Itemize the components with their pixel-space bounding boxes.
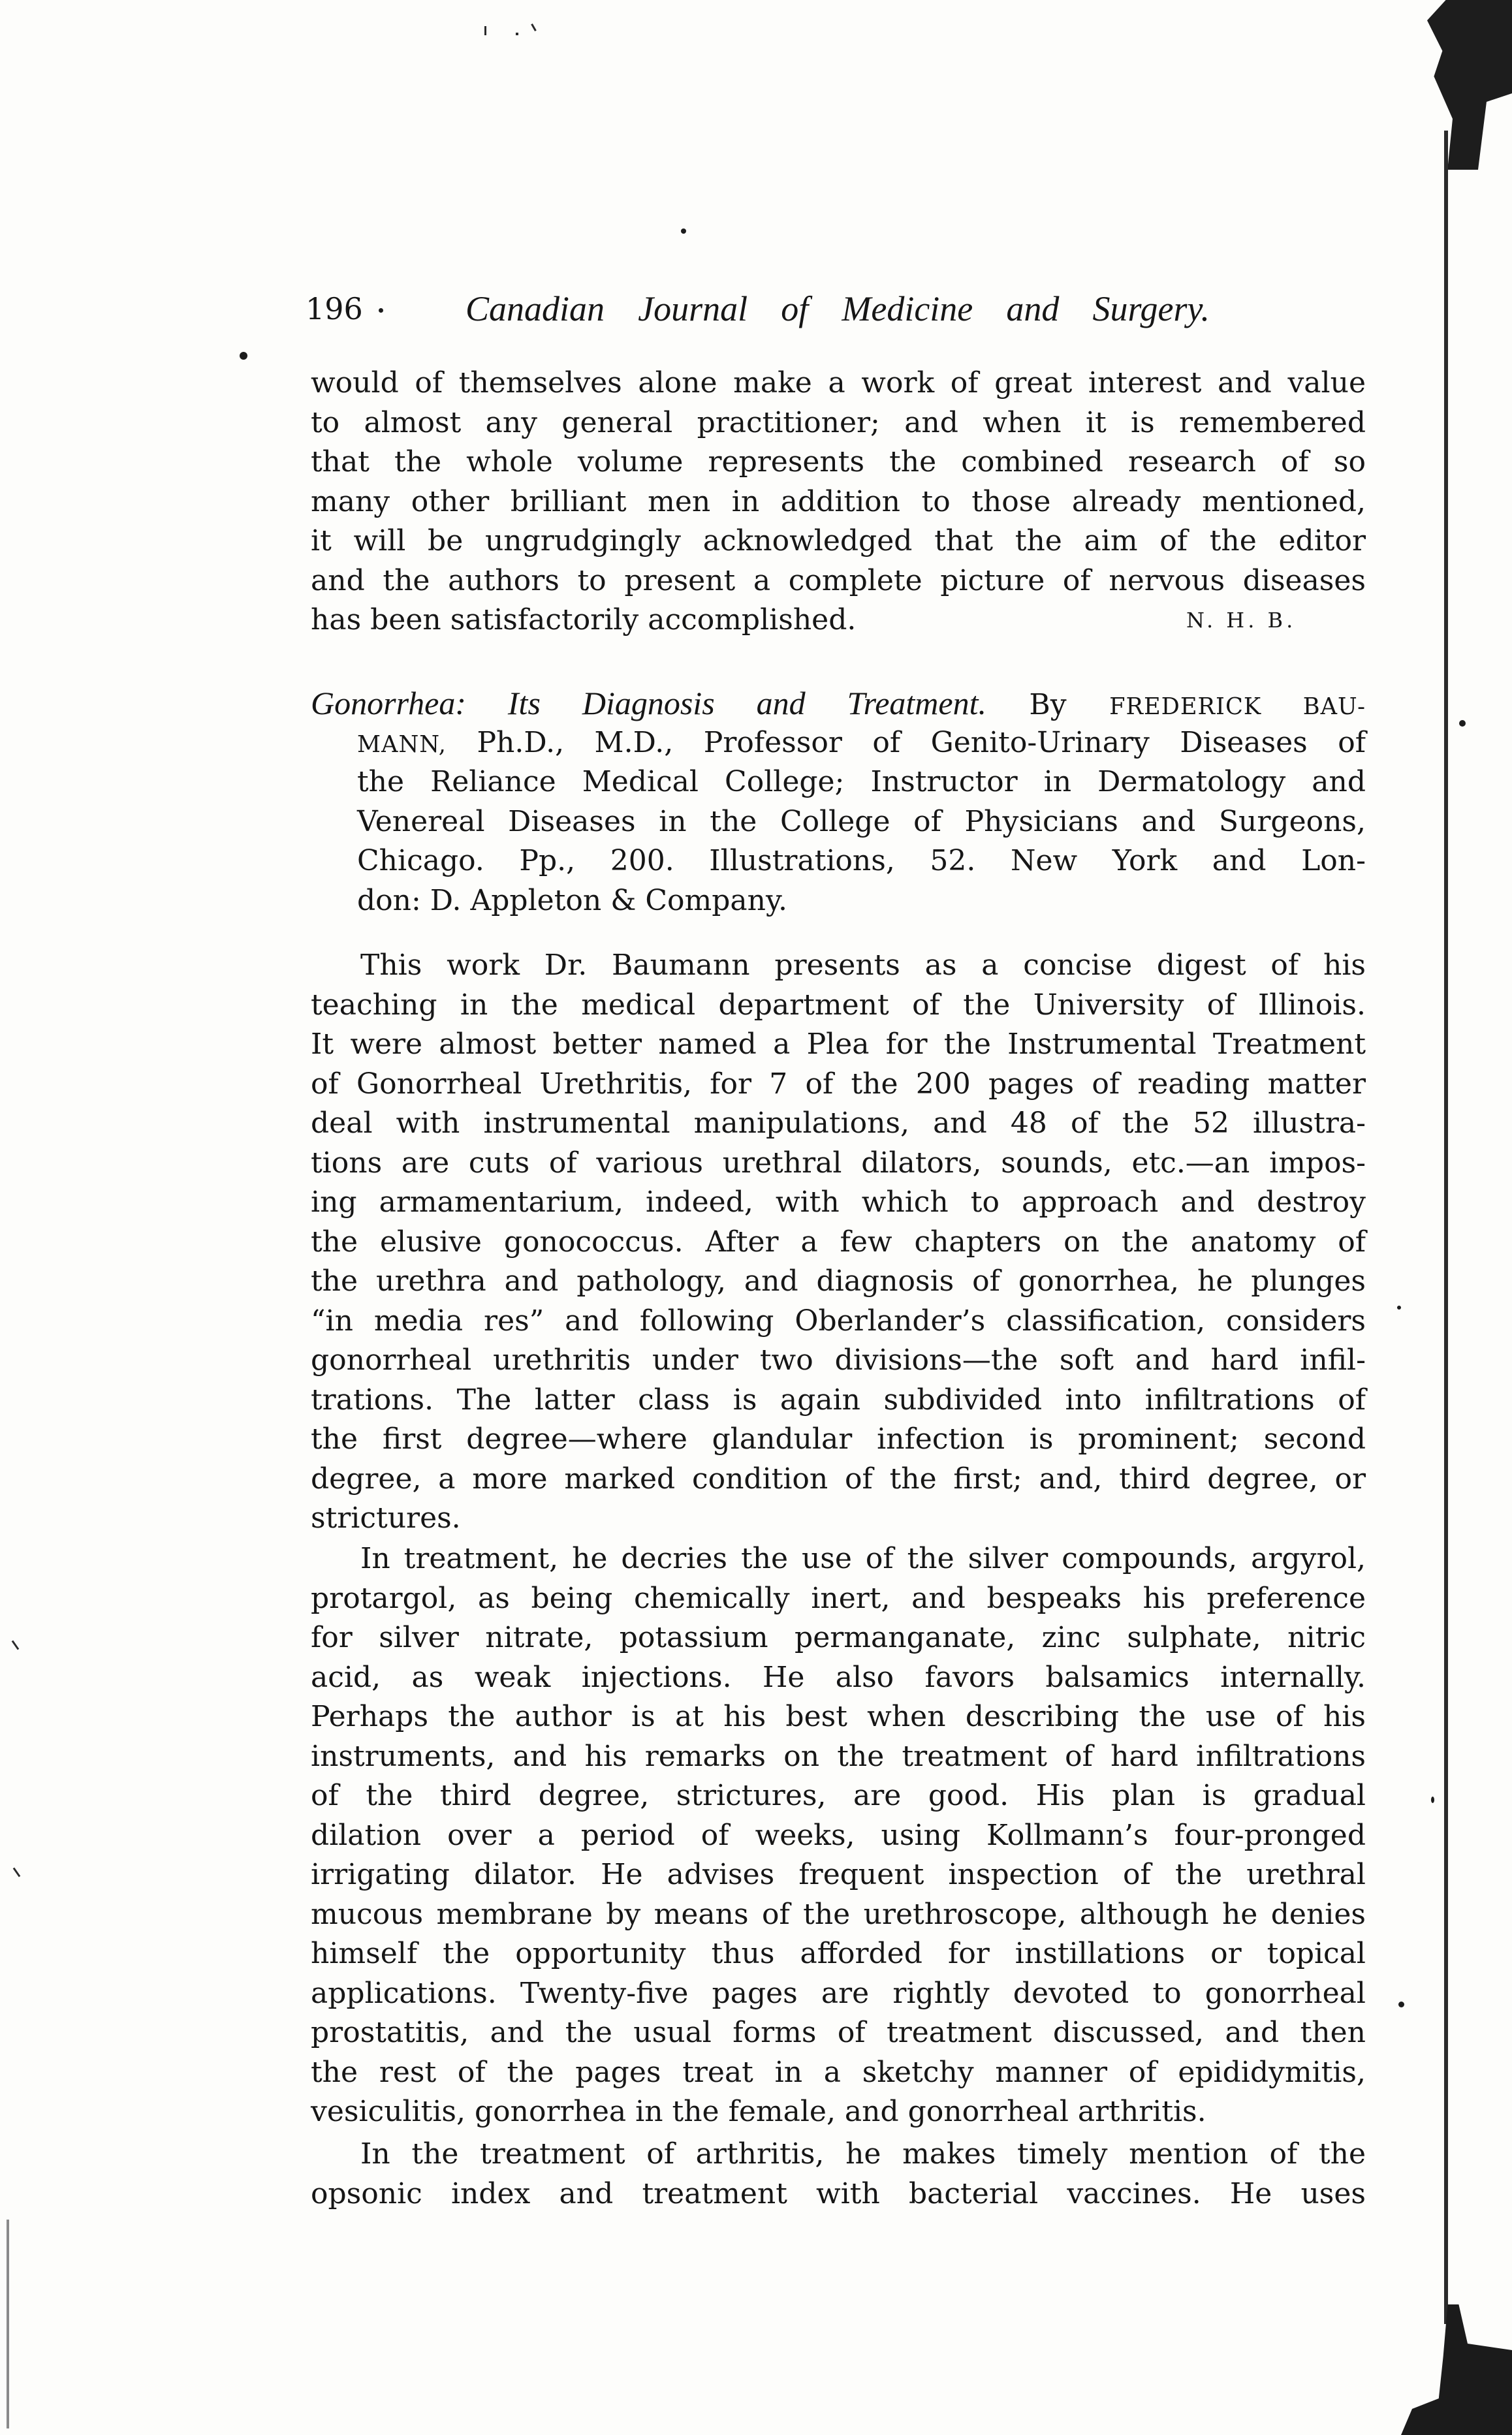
text-line: In the treatment of arthritis, he makes timely mention of the <box>360 2137 1366 2171</box>
text-line: instruments, and his remarks on the treatment of hard infiltrations <box>311 1739 1366 1773</box>
book-title: Gonorrhea: Its Diagnosis and Treatment. <box>311 685 986 721</box>
review-paragraph <box>311 946 1366 1539</box>
review-paragraph <box>311 1539 1366 2132</box>
running-title: Canadian Journal of Medicine and Surgery. <box>465 289 1210 328</box>
text-line: acid, as weak injections. He also favors balsamics internally. <box>311 1660 1366 1694</box>
text-line: irrigating dilator. He advises frequent inspection of the urethral <box>311 1858 1366 1891</box>
scan-speck <box>484 26 486 35</box>
scan-speck <box>1398 2002 1404 2007</box>
scan-speck <box>1431 1797 1434 1803</box>
text-line: This work Dr. Baumann presents as a concise digest of his <box>360 949 1366 982</box>
scan-speck <box>13 1868 21 1877</box>
text-line: prostatitis, and the usual forms of treatment discussed, and then <box>311 2016 1366 2049</box>
citation-line: Venereal Diseases in the College of Physicians and Surgeons, <box>357 804 1366 838</box>
page-edge-shadow-top <box>1427 0 1512 170</box>
by-label: By <box>1029 688 1067 721</box>
text-line: opsonic index and treatment with bacterial vaccines. He uses <box>311 2176 1366 2210</box>
text-line: ing armamentarium, indeed, with which to approach and destroy <box>311 1186 1366 1219</box>
text-line: tions are cuts of various urethral dilators, sounds, etc.—an impos- <box>311 1146 1366 1180</box>
scan-speck <box>681 228 686 234</box>
citation-block <box>311 683 1366 920</box>
text-line: degree, a more marked condition of the first; and, third degree, or <box>311 1462 1366 1496</box>
text-line: of Gonorrheal Urethritis, for 7 of the 200 pages of reading matter <box>311 1067 1366 1101</box>
page-number: 196 <box>306 291 363 326</box>
author-name-continued: MANN, <box>357 730 447 758</box>
text-line: would of themselves alone make a work of great interest and value <box>311 366 1366 400</box>
text-line: of the third degree, strictures, are good. His plan is gradual <box>311 1779 1366 1812</box>
scan-speck <box>240 352 247 360</box>
previous-review-paragraph <box>311 364 1366 640</box>
text-line: for silver nitrate, potassium permanganate, zinc sulphate, nitric <box>311 1621 1366 1654</box>
text-line: protargol, as being chemically inert, and bespeaks his preference <box>311 1581 1366 1615</box>
text-line: “in media res” and following Oberlander’s classification, considers <box>311 1304 1366 1338</box>
citation-line <box>311 683 1366 723</box>
scan-speck <box>516 33 518 35</box>
scan-speck <box>1397 1306 1401 1310</box>
text-line: deal with instrumental manipulations, and 48 of the 52 illustra- <box>311 1107 1366 1140</box>
text-line: dilation over a period of weeks, using Kollmann’s four-pronged <box>311 1818 1366 1852</box>
scan-speck <box>12 1641 20 1650</box>
text-line: It were almost better named a Plea for the Instrumental Treatment <box>311 1028 1366 1061</box>
text-line: applications. Twenty-five pages are rightly devoted to gonorrheal <box>311 1976 1366 2010</box>
text-line: Perhaps the author is at his best when describing the use of his <box>311 1700 1366 1733</box>
citation-line <box>357 723 1366 763</box>
text-line: gonorrheal urethritis under two divisions—the soft and hard infil- <box>311 1343 1366 1377</box>
scan-speck <box>1459 720 1466 727</box>
left-edge-mark <box>7 2220 9 2428</box>
citation-text: Ph.D., M.D., Professor of Genito-Urinary Diseases of <box>477 725 1366 759</box>
text-line: to almost any general practitioner; and when it is remembered <box>311 405 1366 439</box>
text-line: it will be ungrudgingly acknowledged that the aim of the editor <box>311 524 1366 558</box>
text-line <box>311 601 1366 640</box>
scan-speck <box>531 24 537 31</box>
text-line: the urethra and pathology, and diagnosis of gonorrhea, he plunges <box>311 1265 1366 1298</box>
text-line: strictures. <box>311 1501 461 1535</box>
reviewer-initials: N. H. B. <box>1186 608 1297 633</box>
text-line: teaching in the medical department of the University of Illinois. <box>311 988 1366 1022</box>
text-line: the first degree—where glandular infection is prominent; second <box>311 1422 1366 1456</box>
text-line: vesiculitis, gonorrhea in the female, and gonorrheal arthritis. <box>311 2095 1206 2128</box>
text-line: that the whole volume represents the combined research of so <box>311 445 1366 479</box>
text-line-content: has been satisfactorily accomplished. <box>311 603 857 636</box>
text-line: In treatment, he decries the use of the silver compounds, argyrol, <box>360 1542 1366 1575</box>
text-line: himself the opportunity thus afforded for instillations or topical <box>311 1937 1366 1970</box>
text-line: and the authors to present a complete picture of nervous diseases <box>311 563 1366 597</box>
text-line: many other brilliant men in addition to those already mentioned, <box>311 484 1366 518</box>
review-paragraph <box>311 2135 1366 2214</box>
text-line: the rest of the pages treat in a sketchy manner of epididymitis, <box>311 2055 1366 2089</box>
text-line: the elusive gonococcus. After a few chapters on the anatomy of <box>311 1225 1366 1259</box>
page-edge-line <box>1444 131 1448 2324</box>
citation-line: Chicago. Pp., 200. Illustrations, 52. New York and Lon- <box>357 844 1366 877</box>
text-line: mucous membrane by means of the urethroscope, although he denies <box>311 1897 1366 1931</box>
page-edge-shadow-bottom <box>1401 2304 1512 2435</box>
citation-line: don: D. Appleton & Company. <box>357 883 787 917</box>
running-head <box>306 289 1220 328</box>
text-line: trations. The latter class is again subdivided into infiltrations of <box>311 1383 1366 1417</box>
author-name: FREDERICK BAU- <box>1109 693 1366 720</box>
citation-line: the Reliance Medical College; Instructor in Dermatology and <box>357 765 1366 798</box>
